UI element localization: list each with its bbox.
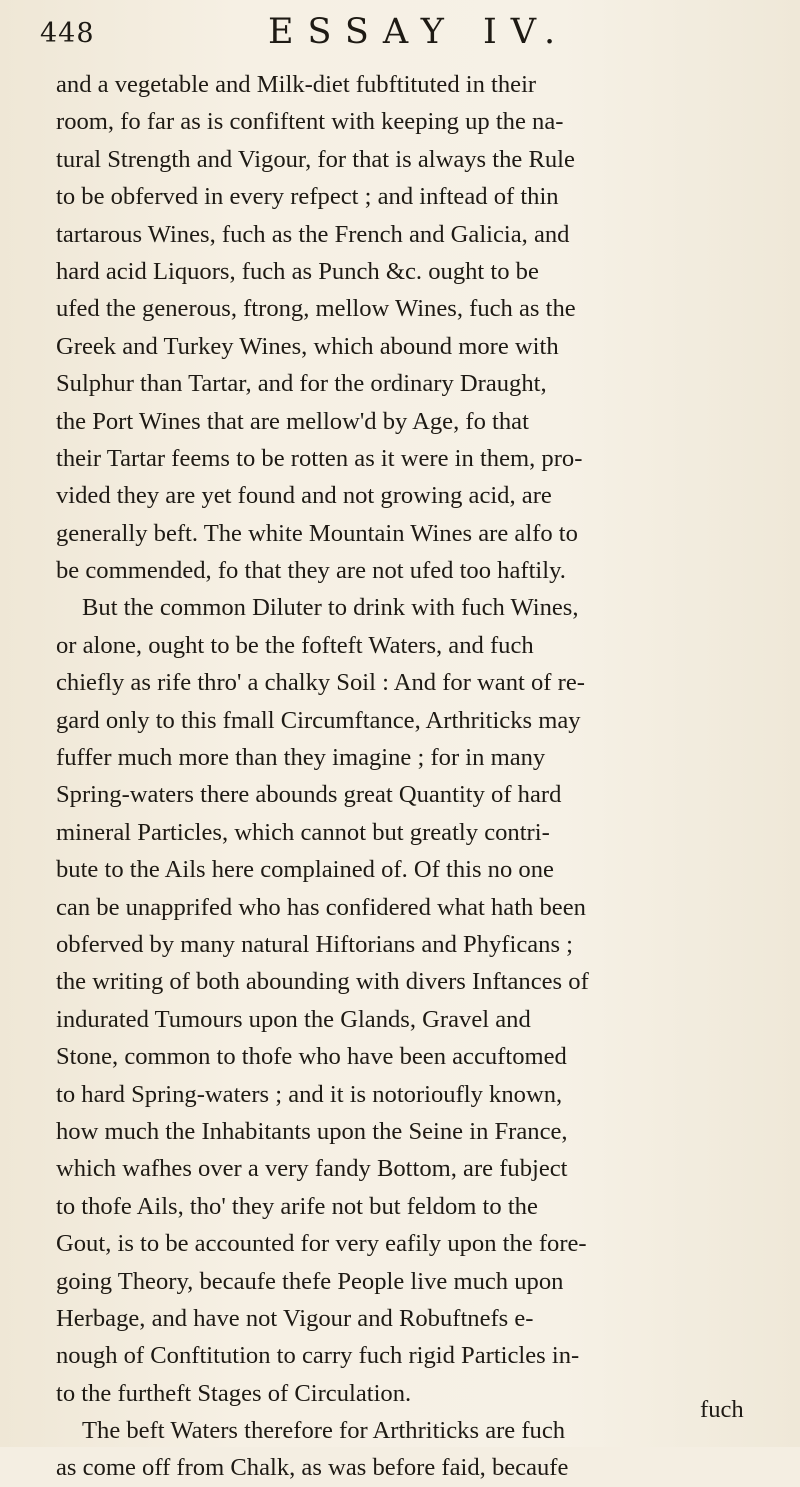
- text-line: chiefly as rife thro' a chalky Soil : And for want of re-: [56, 669, 585, 697]
- text-line: their Tartar feems to be rotten as it were in them, pro-: [56, 444, 583, 472]
- text-line: to the furtheft Stages of Circulation.: [56, 1379, 412, 1407]
- text-line: ufed the generous, ftrong, mellow Wines, fuch as the: [56, 295, 576, 323]
- text-line: But the common Diluter to drink with fuch Wines,: [82, 594, 579, 622]
- text-line: to hard Spring-waters ; and it is notorioufly known,: [56, 1080, 563, 1108]
- text-line: Gout, is to be accounted for very eafily upon the fore-: [56, 1230, 587, 1258]
- running-title: ESSAY IV.: [268, 12, 570, 52]
- catchword: fuch: [700, 1396, 744, 1423]
- text-line: generally beft. The white Mountain Wines are alfo to: [56, 519, 578, 547]
- text-line: or alone, ought to be the fofteft Waters, and fuch: [56, 631, 534, 659]
- text-line: which wafhes over a very fandy Bottom, are fubject: [56, 1155, 568, 1183]
- text-line: hard acid Liquors, fuch as Punch &c. ought to be: [56, 257, 539, 285]
- text-line: and a vegetable and Milk-diet fubftituted in their: [56, 71, 537, 98]
- text-line: nough of Conftitution to carry fuch rigid Particles in-: [56, 1342, 580, 1370]
- page-number: 448: [40, 18, 95, 49]
- text-line: bute to the Ails here complained of. Of this no one: [56, 856, 554, 884]
- text-line: Herbage, and have not Vigour and Robuftnefs e-: [56, 1304, 534, 1332]
- text-line: The beft Waters therefore for Arthriticks are fuch: [82, 1417, 566, 1445]
- text-line: as come off from Chalk, as was before faid, becaufe: [56, 1454, 569, 1482]
- body-text: [56, 66, 764, 1487]
- text-line: to thofe Ails, tho' they arife not but feldom to the: [56, 1192, 538, 1220]
- text-line: Spring-waters there abounds great Quantity of hard: [56, 781, 562, 809]
- text-line: Stone, common to thofe who have been accuftomed: [56, 1043, 567, 1071]
- page-header: [0, 8, 800, 60]
- text-line: obferved by many natural Hiftorians and Phyficans ;: [56, 930, 574, 958]
- text-line: room, fo far as is confiftent with keeping up the na-: [56, 108, 564, 136]
- text-line: to be obferved in every refpect ; and inftead of thin: [56, 183, 559, 211]
- text-line: mineral Particles, which cannot but greatly contri-: [56, 818, 550, 846]
- text-line: can be unapprifed who has confidered what hath been: [56, 893, 586, 921]
- text-line: the writing of both abounding with divers Inftances of: [56, 968, 589, 996]
- text-line: vided they are yet found and not growing acid, are: [56, 482, 552, 510]
- text-line: fuffer much more than they imagine ; for in many: [56, 744, 546, 772]
- text-line: gard only to this fmall Circumftance, Arthriticks may: [56, 706, 581, 734]
- text-line: how much the Inhabitants upon the Seine in France,: [56, 1117, 568, 1145]
- text-line: tural Strength and Vigour, for that is always the Rule: [56, 145, 575, 173]
- text-line: Sulphur than Tartar, and for the ordinary Draught,: [56, 370, 547, 398]
- text-line: indurated Tumours upon the Glands, Gravel and: [56, 1005, 531, 1033]
- text-line: be commended, fo that they are not ufed too haftily.: [56, 557, 566, 585]
- text-line: the Port Wines that are mellow'd by Age, fo that: [56, 407, 529, 435]
- text-line: going Theory, becaufe thefe People live much upon: [56, 1267, 564, 1295]
- text-line: tartarous Wines, fuch as the French and Galicia, and: [56, 220, 570, 248]
- text-line: Greek and Turkey Wines, which abound more with: [56, 332, 559, 360]
